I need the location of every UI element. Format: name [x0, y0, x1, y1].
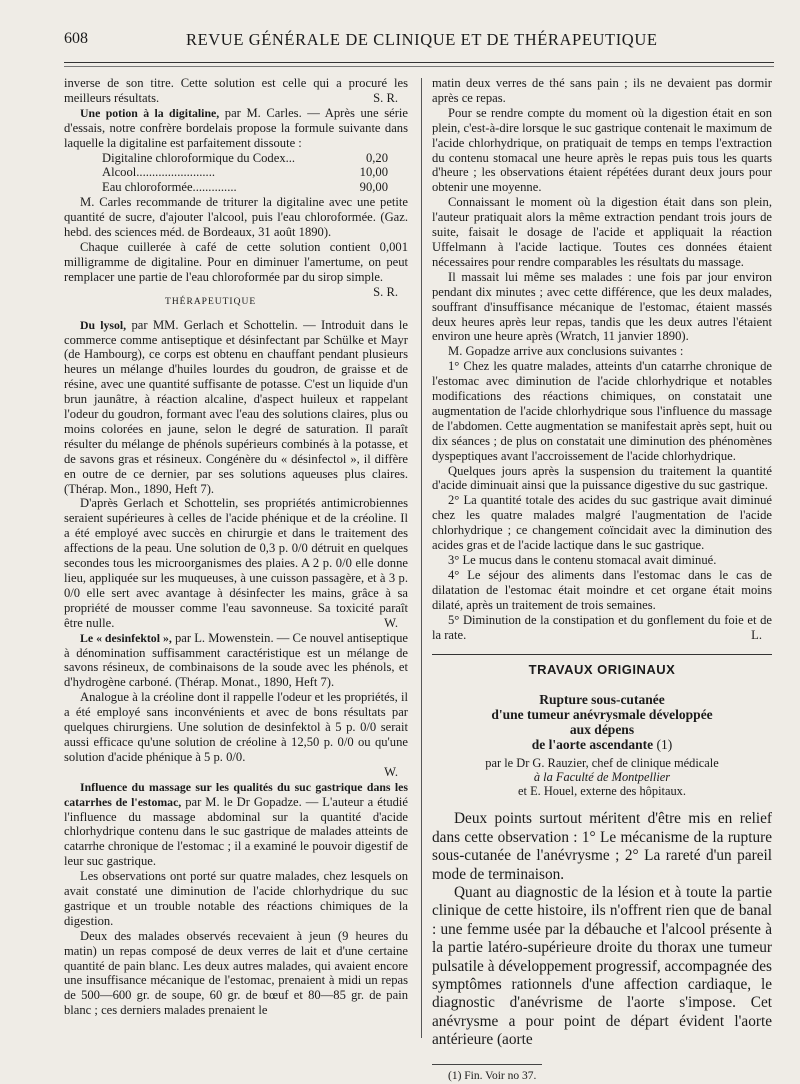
left-column	[64, 76, 408, 1018]
running-title: REVUE GÉNÉRALE DE CLINIQUE ET DE THÉRAPEUTIQUE	[186, 30, 658, 49]
article-title: Influence du massage sur les qualités du suc gastrique dans les catarrhes de l'estomac,	[64, 779, 408, 809]
page-number: 608	[64, 30, 88, 47]
recipe-table	[102, 151, 408, 196]
conclusion-item: 1° Chez les quatre malades, atteints d'un catarrhe chronique de l'estomac avec diminution de l'acide chlorhydrique et notables modifications des réactions chimiques, on constatait une augmentation de l'acide chlorhydrique sous l'influence du massage de l'abdomen. Cette augmentation se manifestait après sept, huit ou dix séances ; de plus on constatait une diminution des phénomènes dyspeptiques avant l'accroissement de l'acide chlorhydrique.	[432, 359, 772, 463]
footnote: (1) Fin. Voir no 37.	[448, 1069, 537, 1082]
paragraph: M. Gopadze arrive aux conclusions suivantes :	[448, 344, 684, 359]
massage-article: Influence du massage sur les qualités du suc gastrique dans les catarrhes de l'estomac, par M. le Dr Gopadze. — L'auteur a étudié l'influence du massage abdominal sur la quantité d'acide chlorhydrique contenu dans le suc gastrique de malades atteints de catarrhe chronique de l'estomac ; il a examiné le pouvoir digestif de leur suc gastrique.	[64, 779, 408, 869]
paragraph: Deux points surtout méritent d'être mis en relief dans cette observation : 1° Le mécanisme de la rupture sous-cutanée de l'anévrysme ; 2° La rareté d'un pareil mode de terminaison.	[432, 810, 772, 883]
paragraph: Quelques jours après la suspension du traitement la quantité d'acide diminuait ainsi que la puissance digestive du suc gastrique.	[432, 463, 772, 493]
paragraph: Pour se rendre compte du moment où la digestion était en son plein, c'est-à-dire lorsque le suc gastrique contenait le maximum de l'acide chlorhydrique, on pratiquait de temps en temps l'extraction du contenu stomacal une heure après le repas puis tous les quarts d'heure ; les observations étaient répétées durant deux jours pour obtenir une moyenne.	[432, 105, 772, 195]
right-column	[432, 76, 772, 1084]
article-heading: Rupture sous-cutanée d'une tumeur anévrysmale développée aux dépens de l'aorte ascendante (1)	[491, 692, 713, 753]
article-body	[432, 810, 772, 1049]
article-title: Une potion à la digitaline,	[80, 105, 220, 120]
paragraph: matin deux verres de thé sans pain ; ils ne devaient pas dormir après ce repas.	[432, 76, 772, 105]
conclusion-item: 2° La quantité totale des acides du suc gastrique avait diminué chez les quatre malades malgré l'augmentation de l'acide chlorhydrique ; ce changement coïncidait avec la diminution des acides gras et de l'acide lactique dans le suc gastrique.	[432, 493, 772, 553]
recipe-row: Eau chloroformée.............. 90,00	[102, 180, 388, 195]
article-title: Le « desinfektol »,	[80, 630, 172, 645]
conclusion-item: 3° Le mucus dans le contenu stomacal avait diminué.	[448, 553, 717, 567]
paragraph: Il massait lui même ses malades : une fois par jour environ pendant dix minutes ; avec cette différence, que les deux malades, souffrant d'insuffisance mécanique de l'estomac, étaient massés deux heures après leur repas, tandis que les deux autres l'étaient environ une heure après (Wratch, 11 janvier 1890).	[432, 269, 772, 344]
header-rule	[64, 62, 774, 63]
conclusion-item: 5° Diminution de la constipation et du gonflement du foie et de la rate. L.	[432, 612, 772, 642]
section-heading: TRAVAUX ORIGINAUX	[432, 654, 772, 678]
paragraph: inverse de son titre. Cette solution est celle qui a procuré les meilleurs résultats. S. R.	[64, 76, 408, 105]
recipe-row: Digitaline chloroformique du Codex... 0,20	[102, 150, 388, 165]
paragraph: Analogue à la créoline dont il rappelle l'odeur et les propriétés, il a été employé sans inconvénients et avec de bons résultats par quelques chirurgiens. Une solution de desinfektol à 5 p. 0/0 serait aussi efficace qu'une solution de créoline à 12,50 p. 0/0 ou qu'une solution d'acide phénique à 5 p. 0/0.	[64, 690, 408, 764]
signature: W.	[384, 764, 398, 779]
page-header	[0, 28, 800, 52]
paragraph: M. Carles recommande de triturer la digitaline avec une petite quantité de sucre, d'ajouter l'alcool, puis l'eau chloroformée. (Gaz. hebd. des sciences méd. de Bordeaux, 31 août 1890).	[64, 195, 408, 240]
section-heading: THÉRAPEUTIQUE	[165, 296, 257, 307]
paragraph: D'après Gerlach et Schottelin, ses propriétés antimicrobiennes seraient supérieures à celles de l'acide phénique et de la créoline. Il a été employé avec succès en chirurgie et dans le traitement des affections de la peau. Une solution de 0,3 p. 0/0 détruit en quelques secondes tous les microorganismes des plaies. A 2 p. 0/0 elle donne lieu, appliquée sur les muqueuses, à une cuisson passagère, et à 3 p. 0/0 elle sert avec avantage à désinfecter les mains, grâce à sa propriété de mousser comme l'eau savonneuse. Sa toxicité paraît être nulle. W.	[64, 496, 408, 630]
desinfektol-article: Le « desinfektol », par L. Mowenstein. — Ce nouvel antiseptique à dénomination suffisamment caractéristique est un mélange de savons résineux, de combinaisons de la soude avec les phénols, et d'hydrogène carboné. (Thérap. Monat., 1890, Heft 7).	[64, 630, 408, 690]
paragraph: Connaissant le moment où la digestion était dans son plein, l'auteur pratiquait alors la même extraction pendant trois jours de suite, faisait le dosage de l'acide et appliquait la réaction Uffelmann à l'acide lactique. Toutes ces données étaient nécessaires pour rendre comparables les résultats du massage.	[432, 195, 772, 269]
column-divider	[421, 78, 422, 1038]
paragraph: Les observations ont porté sur quatre malades, chez lesquels on avait constaté une diminution de l'acide chlorhydrique du suc gastrique et un trouble notable des réactions chimiques de la digestion.	[64, 869, 408, 928]
article-title: Du lysol,	[80, 317, 127, 332]
recipe-row: Alcool......................... 10,00	[102, 165, 388, 180]
paragraph: Quant au diagnostic de la lésion et à toute la partie clinique de cette histoire, ils n'offrent rien que de banal : une femme usée par la débauche et l'alcool présente à la partie latéro-supérieure droite du thorax une tumeur pulsatile à développement progressif, accompagnée des symptômes rationnels d'une affection cardiaque, le diagnostic d'anévrisme de l'aorte s'impose. Cet anévrysme a pour point de départ évident l'aorte antérieure (aorte	[432, 883, 772, 1049]
byline: par le Dr G. Rauzier, chef de clinique médicale à la Faculté de Montpellier et E. Houel, externe des hôpitaux.	[485, 756, 719, 799]
lysol-article: Du lysol, par MM. Gerlach et Schottelin. — Introduit dans le commerce comme antiseptique et désinfectant par Schülke et Mayr (de Hambourg), ce corps est obtenu en chauffant pendant plusieurs heures un mélange d'huiles lourdes du goudron, de graisse et de résine, avec une quantité suffisante de potasse. C'est un liquide d'un brun jaunâtre, à réaction alcaline, d'aspect huileux et rappelant l'odeur du goudron, formant avec l'eau des solutions claires, plus ou moins colorées en jaune, selon le degré de saturation. Il paraît résulter du mélange de phénols supérieurs combinés à la potasse, et de savons gras et résineux. Congénère du « désinfectol », il diffère en outre de ce dernier, par ses solutions aqueuses plus claires. (Thérap. Mon., 1890, Heft 7).	[64, 317, 408, 496]
header-rule-2	[64, 66, 774, 67]
digitaline-article: Une potion à la digitaline, par M. Carles. — Après une série d'essais, notre confrère bordelais propose la formule suivante dans laquelle la digitaline est parfaitement dissoute :	[64, 105, 408, 150]
conclusion-item: 4° Le séjour des aliments dans l'estomac dans le cas de dilatation de l'estomac était moindre et cet organe était moins dilaté, après un traitement de trois semaines.	[432, 567, 772, 612]
paragraph: Chaque cuillerée à café de cette solution contient 0,001 milligramme de digitaline. Pour en diminuer l'amertume, on peut remplacer une partie de l'eau chloroformée par du sirop simple. S. R.	[64, 239, 408, 299]
paragraph: Deux des malades observés recevaient à jeun (9 heures du matin) un repas composé de deux verres de lait et d'une certaine quantité de pain blanc. Les deux autres malades, qui avaient encore une insuffisance mécanique de l'estomac, prenaient à midi un repas de 500—600 gr. de soupe, 60 gr. de bœuf et 80—85 gr. de pain blanc ; ces derniers malades prenaient le	[64, 928, 408, 1018]
footnote-rule	[432, 1064, 542, 1065]
